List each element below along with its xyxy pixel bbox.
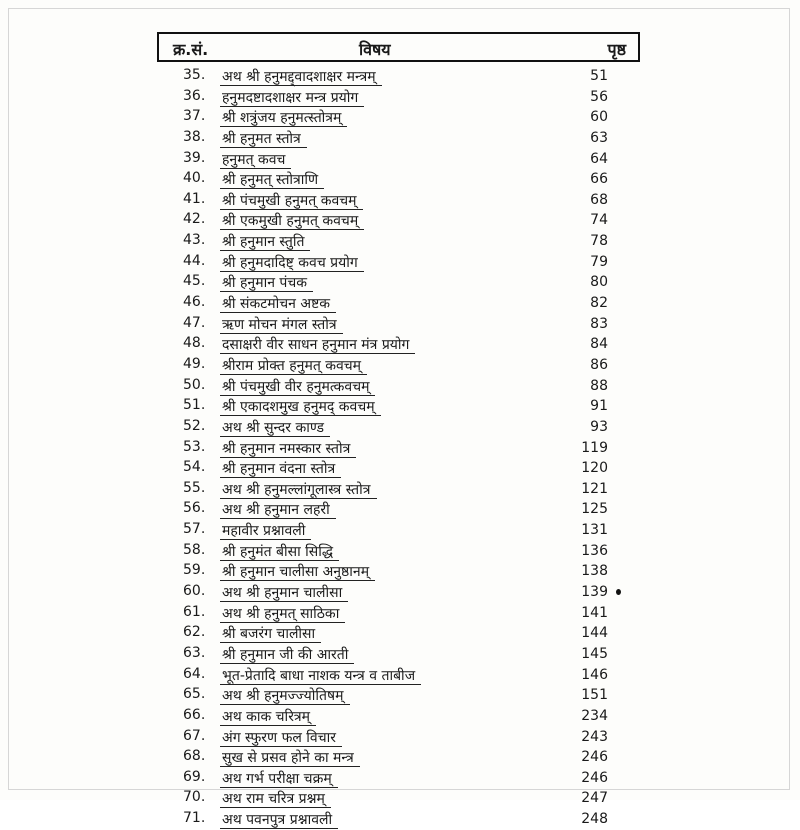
entry-page-number: 119 [581, 439, 608, 456]
entry-title-box [220, 190, 363, 210]
toc-row [0, 272, 800, 293]
toc-row [0, 190, 800, 211]
entry-page-number: 145 [581, 645, 608, 662]
entry-title: अथ श्री हनुमल्लांगूलास्त्र स्तोत्र [222, 481, 371, 498]
toc-row [0, 314, 800, 335]
entry-number: 64. [183, 665, 206, 682]
entry-title: श्री संकटमोचन अष्टक [222, 296, 330, 313]
entry-title: श्री हनुमंत बीसा सिद्धि [222, 543, 334, 560]
entry-page-number: 138 [581, 563, 608, 580]
entry-title: अथ श्री हनुमत् साठिका [222, 605, 340, 622]
entry-title-box [220, 768, 338, 788]
toc-row [0, 458, 800, 479]
entry-title-box [220, 438, 356, 458]
entry-number: 41. [183, 190, 206, 207]
entry-number: 56. [183, 500, 206, 517]
entry-number: 59. [183, 562, 206, 579]
entry-number: 69. [183, 768, 206, 785]
entry-title: हनुमदष्टादशाक्षर मन्त्र प्रयोग [222, 89, 359, 106]
entry-number: 48. [183, 335, 206, 352]
entry-page-number: 79 [590, 253, 608, 270]
entry-number: 46. [183, 294, 206, 311]
entry-title-box [220, 685, 350, 705]
entry-number: 62. [183, 624, 206, 641]
entry-page-number: 66 [590, 171, 608, 188]
entry-number: 66. [183, 706, 206, 723]
entry-title: अथ काक चरित्रम् [222, 708, 311, 725]
entry-number: 44. [183, 252, 206, 269]
toc-row [0, 417, 800, 438]
toc-header [157, 32, 640, 62]
entry-title-box [220, 623, 321, 643]
toc-row [0, 727, 800, 748]
entry-title: श्री बजरंग चालीसा [222, 626, 316, 643]
entry-title: श्री हनुमान पंचक [222, 275, 308, 292]
entry-page-number: 136 [581, 542, 608, 559]
header-serial-number: क्र.सं. [173, 40, 209, 59]
entry-number: 55. [183, 479, 206, 496]
toc-list [0, 66, 800, 830]
entry-number: 47. [183, 314, 206, 331]
entry-title-box [220, 66, 382, 86]
entry-number: 49. [183, 355, 206, 372]
entry-title-box [220, 128, 307, 148]
entry-title-box [220, 809, 338, 829]
entry-title-box [220, 747, 360, 767]
entry-number: 35. [183, 67, 206, 83]
entry-number: 60. [183, 583, 206, 600]
entry-title: श्री हनुमान वंदना स्तोत्र [222, 461, 336, 478]
entry-page-number: 247 [581, 790, 608, 807]
entry-title: श्री हनुमान नमस्कार स्तोत्र [222, 440, 351, 457]
entry-number: 65. [183, 686, 206, 703]
entry-title-box [220, 231, 310, 251]
toc-row [0, 685, 800, 706]
header-page: पृष्ठ [607, 40, 626, 59]
entry-title: श्री हनुमदादिष्ट् कवच प्रयोग [222, 254, 358, 271]
entry-title: ऋण मोचन मंगल स्तोत्र [222, 316, 337, 333]
entry-title: श्री हनुमत् स्तोत्राणि [222, 172, 319, 189]
entry-title: अथ श्री सुन्दर काण्ड [222, 419, 324, 436]
entry-page-number: 84 [590, 336, 608, 353]
entry-number: 36. [183, 87, 206, 104]
entry-number: 58. [183, 541, 206, 558]
entry-number: 50. [183, 376, 206, 393]
entry-title: अथ श्री हनुमद्द्वादशाक्षर मन्त्रम् [222, 69, 376, 85]
entry-title-box [220, 210, 364, 230]
toc-row [0, 396, 800, 417]
entry-title: अथ पवनपुत्र प्रश्नावली [222, 812, 333, 829]
entry-page-number: 78 [590, 233, 608, 250]
toc-row [0, 376, 800, 397]
entry-title-box [220, 582, 348, 602]
ink-speck [616, 589, 621, 595]
entry-title-box [220, 252, 364, 272]
entry-title: सुख से प्रसव होने का मन्त्र [222, 750, 354, 767]
entry-number: 52. [183, 417, 206, 434]
toc-row [0, 788, 800, 809]
entry-title-box [220, 706, 316, 726]
toc-row [0, 623, 800, 644]
entry-title: हनुमत् कवच [222, 151, 286, 168]
entry-title-box [220, 561, 375, 581]
entry-number: 51. [183, 397, 206, 414]
entry-title: अथ श्री हनुमान लहरी [222, 502, 330, 519]
entry-page-number: 82 [590, 295, 608, 312]
toc-row [0, 520, 800, 541]
entry-page-number: 88 [590, 377, 608, 394]
entry-title: अथ राम चरित्र प्रश्नम् [222, 791, 325, 808]
entry-page-number: 141 [581, 604, 608, 621]
entry-title-box [220, 293, 336, 313]
entry-title-box [220, 334, 415, 354]
entry-page-number: 125 [581, 501, 608, 518]
toc-row [0, 334, 800, 355]
entry-number: 43. [183, 232, 206, 249]
entry-number: 38. [183, 128, 206, 145]
entry-page-number: 68 [590, 191, 608, 208]
entry-number: 68. [183, 748, 206, 765]
entry-title-box [220, 727, 342, 747]
entry-title-box [220, 314, 343, 334]
entry-title: श्री पंचमुखी हनुमत् कवचम् [222, 192, 357, 209]
entry-page-number: 139 [581, 584, 608, 601]
toc-row [0, 561, 800, 582]
entry-page-number: 74 [590, 212, 608, 229]
toc-row [0, 541, 800, 562]
entry-title-box [220, 355, 367, 375]
toc-row [0, 582, 800, 603]
entry-title: श्रीराम प्रोक्त हनुमत् कवचम् [222, 357, 362, 374]
entry-number: 53. [183, 438, 206, 455]
entry-number: 42. [183, 211, 206, 228]
entry-title-box [220, 788, 331, 808]
entry-title: श्री हनुमत स्तोत्र [222, 130, 301, 147]
toc-row [0, 231, 800, 252]
toc-row [0, 665, 800, 686]
entry-number: 63. [183, 644, 206, 661]
entry-title: अथ गर्भ परीक्षा चक्रम् [222, 770, 332, 787]
entry-title: दसाक्षरी वीर साधन हनुमान मंत्र प्रयोग [222, 337, 410, 354]
toc-row [0, 210, 800, 231]
toc-row [0, 644, 800, 665]
entry-title-box [220, 396, 381, 416]
toc-row [0, 438, 800, 459]
toc-row [0, 706, 800, 727]
entry-title: अथ श्री हनुमज्ज्योतिषम् [222, 688, 344, 705]
entry-title: श्री शत्रुंजय हनुमत्स्तोत्रम् [222, 110, 342, 127]
toc-row [0, 252, 800, 273]
entry-page-number: 121 [581, 480, 608, 497]
entry-number: 54. [183, 459, 206, 476]
entry-title: श्री हनुमान चालीसा अनुष्ठानम् [222, 564, 370, 581]
entry-page-number: 246 [581, 749, 608, 766]
entry-page-number: 146 [581, 666, 608, 683]
entry-title: श्री हनुमान जी की आरती [222, 646, 349, 663]
entry-number: 71. [183, 810, 206, 827]
entry-page-number: 64 [590, 150, 608, 167]
entry-title-box [220, 479, 377, 499]
toc-row [0, 293, 800, 314]
entry-title-box [220, 644, 354, 664]
entry-page-number: 248 [581, 811, 608, 828]
entry-title-box [220, 417, 330, 437]
toc-row [0, 603, 800, 624]
toc-row [0, 128, 800, 149]
entry-number: 67. [183, 727, 206, 744]
entry-page-number: 131 [581, 522, 608, 539]
entry-page-number: 83 [590, 315, 608, 332]
entry-number: 37. [183, 108, 206, 125]
entry-page-number: 144 [581, 625, 608, 642]
entry-title-box [220, 520, 311, 540]
entry-page-number: 93 [590, 418, 608, 435]
toc-row [0, 107, 800, 128]
entry-title-box [220, 665, 421, 685]
toc-row [0, 169, 800, 190]
entry-title: महावीर प्रश्नावली [222, 523, 306, 540]
entry-title: श्री एकादशमुख हनुमद् कवचम् [222, 399, 375, 416]
toc-row [0, 747, 800, 768]
entry-page-number: 86 [590, 356, 608, 373]
toc-row [0, 768, 800, 789]
entry-page-number: 120 [581, 460, 608, 477]
entry-page-number: 246 [581, 769, 608, 786]
entry-title-box [220, 87, 364, 107]
entry-title-box [220, 541, 339, 561]
entry-page-number: 91 [590, 398, 608, 415]
entry-number: 61. [183, 603, 206, 620]
entry-title-box [220, 458, 341, 478]
entry-title: अंग स्फुरण फल विचार [222, 729, 336, 746]
toc-row [0, 149, 800, 170]
entry-number: 70. [183, 789, 206, 806]
entry-number: 45. [183, 273, 206, 290]
entry-number: 57. [183, 521, 206, 538]
entry-page-number: 51 [590, 68, 608, 84]
entry-title-box [220, 603, 345, 623]
entry-page-number: 63 [590, 129, 608, 146]
entry-title-box [220, 169, 324, 189]
entry-title-box [220, 149, 291, 169]
entry-title: अथ श्री हनुमान चालीसा [222, 585, 343, 602]
entry-title: श्री हनुमान स्तुति [222, 234, 305, 251]
entry-title: श्री पंचमुखी वीर हनुमत्कवचम् [222, 378, 370, 395]
entry-number: 39. [183, 149, 206, 166]
toc-row [0, 66, 800, 87]
entry-title-box [220, 107, 347, 127]
toc-row [0, 355, 800, 376]
entry-title-box [220, 272, 313, 292]
entry-page-number: 151 [581, 687, 608, 704]
entry-page-number: 80 [590, 274, 608, 291]
entry-title: भूत-प्रेतादि बाधा नाशक यन्त्र व ताबीज [222, 667, 416, 684]
toc-row [0, 499, 800, 520]
entry-page-number: 56 [590, 88, 608, 105]
toc-row [0, 479, 800, 500]
header-subject: विषय [359, 40, 391, 59]
entry-title-box [220, 499, 336, 519]
toc-row [0, 809, 800, 830]
entry-page-number: 243 [581, 728, 608, 745]
entry-number: 40. [183, 170, 206, 187]
entry-page-number: 60 [590, 109, 608, 126]
entry-title-box [220, 376, 375, 396]
entry-title: श्री एकमुखी हनुमत् कवचम् [222, 213, 359, 230]
toc-row [0, 87, 800, 108]
entry-page-number: 234 [581, 707, 608, 724]
